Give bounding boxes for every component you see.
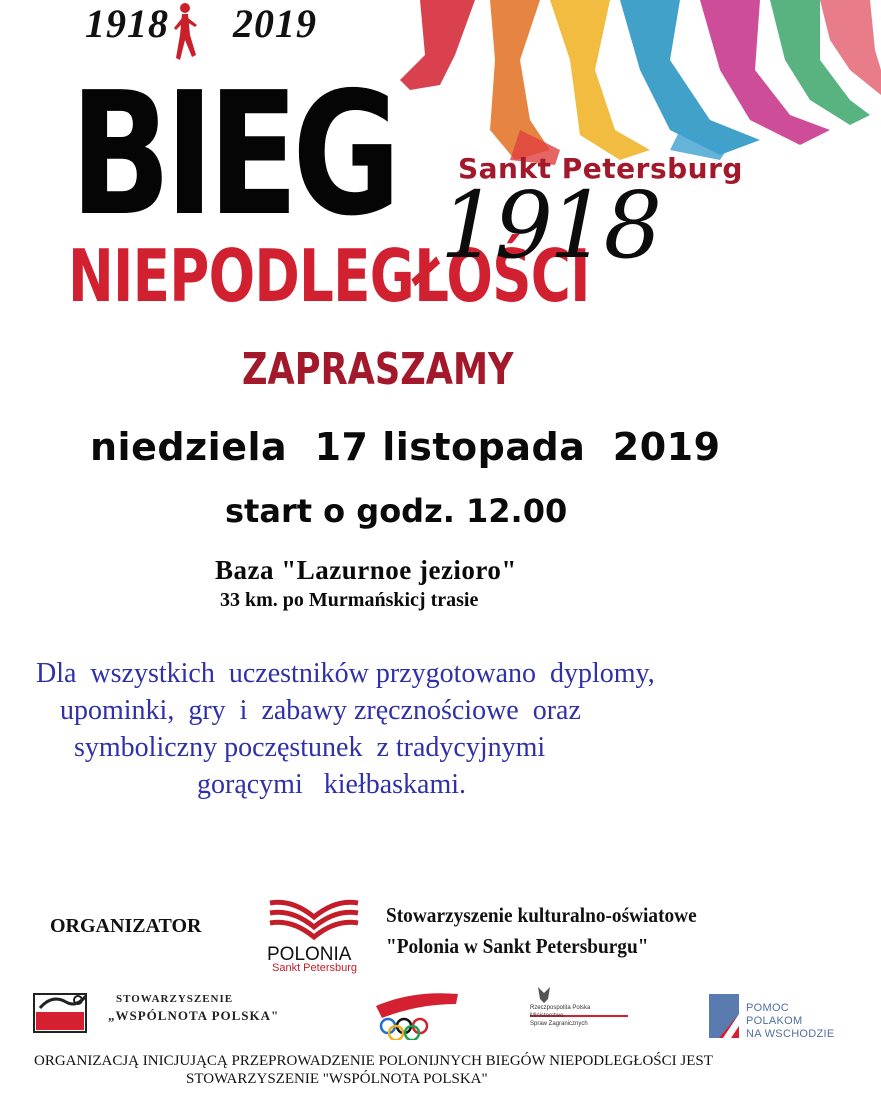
- pomoc-text-line3: NA WSCHODZIE: [746, 1028, 835, 1040]
- polonia-logo-text: POLONIA: [267, 944, 352, 965]
- organizer-label: ORGANIZATOR: [50, 915, 202, 937]
- event-place: Baza "Lazurnoe jezioro": [215, 555, 517, 585]
- pomoc-text-line1: POMOC: [746, 1002, 790, 1014]
- rp-text-line2: Ministerstwo: [530, 1013, 564, 1019]
- wspolnota-small-text: STOWARZYSZENIE: [116, 993, 234, 1005]
- pomoc-polakom-logo: [709, 994, 739, 1038]
- wspolnota-big-text: „WSPÓLNOTA POLSKA": [108, 1008, 280, 1023]
- city-name: Sankt Petersburg: [458, 152, 743, 185]
- rp-text-line1: Rzeczpospolita Polska: [530, 1005, 591, 1011]
- organizer-name-line2: "Polonia w Sankt Petersburgu": [386, 934, 649, 958]
- description-line: upominki, gry i zabawy zręcznościowe oraz: [60, 695, 581, 726]
- year-right: 2019: [233, 1, 317, 46]
- rp-text-line3: Spraw Zagranicznych: [530, 1021, 588, 1027]
- year-left: 1918: [85, 1, 169, 46]
- title-bieg: BIEG: [70, 56, 395, 254]
- footer-line1: ORGANIZACJĄ INICJUJĄCĄ PRZEPROWADZENIE POLONIJNYCH BIEGÓW NIEPODLEGŁOŚCI JEST: [34, 1053, 713, 1069]
- event-start-time: start o godz. 12.00: [225, 492, 568, 530]
- description-line: gorącymi kiełbaskami.: [197, 769, 467, 800]
- title-niepodleglosci: NIEPODLEGŁOŚCI: [68, 234, 590, 318]
- invite-text: ZAPRASZAMY: [242, 344, 514, 395]
- footer-line2: STOWARZYSZENIE "WSPÓLNOTA POLSKA": [186, 1071, 488, 1087]
- organizer-name-line1: Stowarzyszenie kulturalno-oświatowe: [386, 903, 697, 927]
- polonia-logo-subtext: Sankt Petersburg: [272, 962, 357, 974]
- wspolnota-polska-logo: [32, 988, 92, 1036]
- script-year: 1918: [440, 172, 659, 279]
- description-line: Dla wszystkich uczestników przygotowano dyplomy,: [36, 658, 655, 689]
- pomoc-text-line2: POLAKOM: [746, 1015, 803, 1027]
- event-date: niedziela 17 listopada 2019: [90, 425, 721, 469]
- description-line: symboliczny poczęstunek z tradycyjnymi: [74, 732, 546, 763]
- running-legs-art: [380, 0, 881, 170]
- olympic-rings-logo: [368, 990, 463, 1040]
- event-route: 33 km. po Murmańskicj trasie: [220, 589, 479, 611]
